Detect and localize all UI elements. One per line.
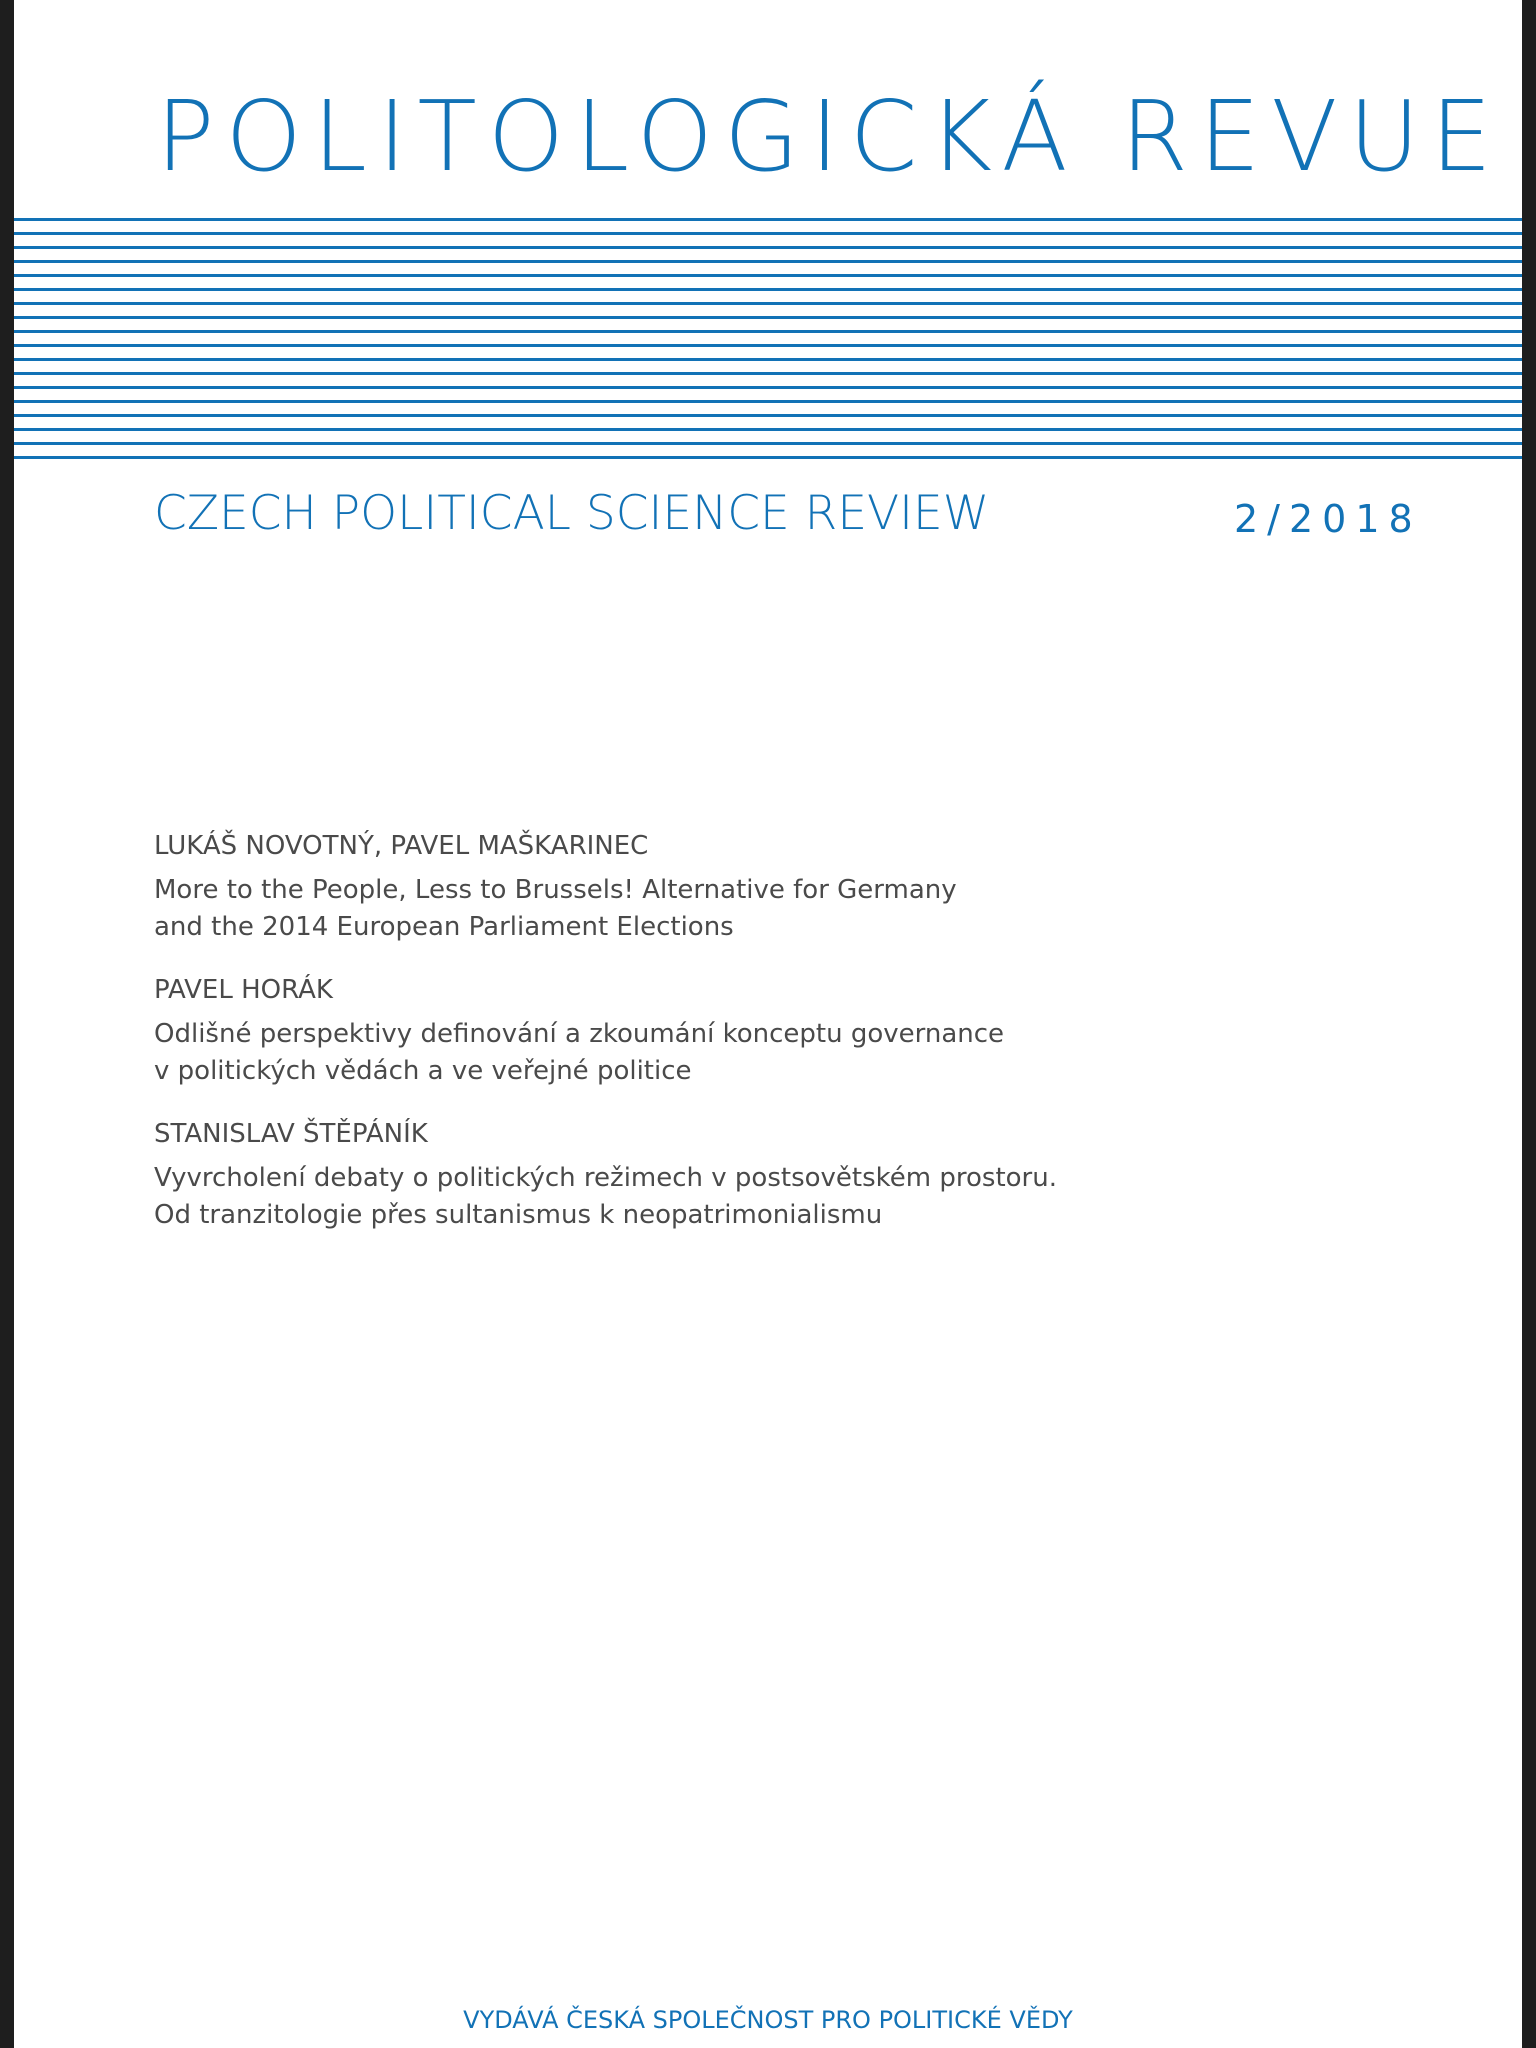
- table-of-contents: [154, 828, 1304, 1234]
- article-authors: STANISLAV ŠTĚPÁNÍK: [154, 1119, 428, 1149]
- article-authors: PAVEL HORÁK: [154, 975, 333, 1005]
- journal-title: POLITOLOGICKÁ REVUE: [156, 80, 1503, 193]
- article-1: [154, 828, 1304, 946]
- article-3: [154, 1116, 1304, 1234]
- article-title-line: More to the People, Less to Brussels! Alternative for Germany: [154, 875, 957, 905]
- article-authors: LUKÁŠ NOVOTNÝ, PAVEL MAŠKARINEC: [154, 831, 649, 861]
- cover-page: [14, 0, 1522, 2048]
- article-title-line: and the 2014 European Parliament Elections: [154, 912, 734, 942]
- publisher-line: VYDÁVÁ ČESKÁ SPOLEČNOST PRO POLITICKÉ VĚDY: [463, 2006, 1073, 2034]
- article-title-line: Odlišné perspektivy definování a zkoumání konceptu governance: [154, 1019, 1005, 1049]
- article-2: [154, 972, 1304, 1090]
- article-title-line: Vyvrcholení debaty o politických režimech v postsovětském prostoru.: [154, 1163, 1057, 1193]
- journal-subtitle: CZECH POLITICAL SCIENCE REVIEW: [154, 486, 990, 541]
- article-title-line: Od tranzitologie přes sultanismus k neopatrimonialismu: [154, 1200, 883, 1230]
- article-title-line: v politických vědách a ve veřejné politice: [154, 1056, 692, 1086]
- issue-number: 2/2018: [1234, 497, 1422, 541]
- striped-24-logo: [14, 216, 1522, 466]
